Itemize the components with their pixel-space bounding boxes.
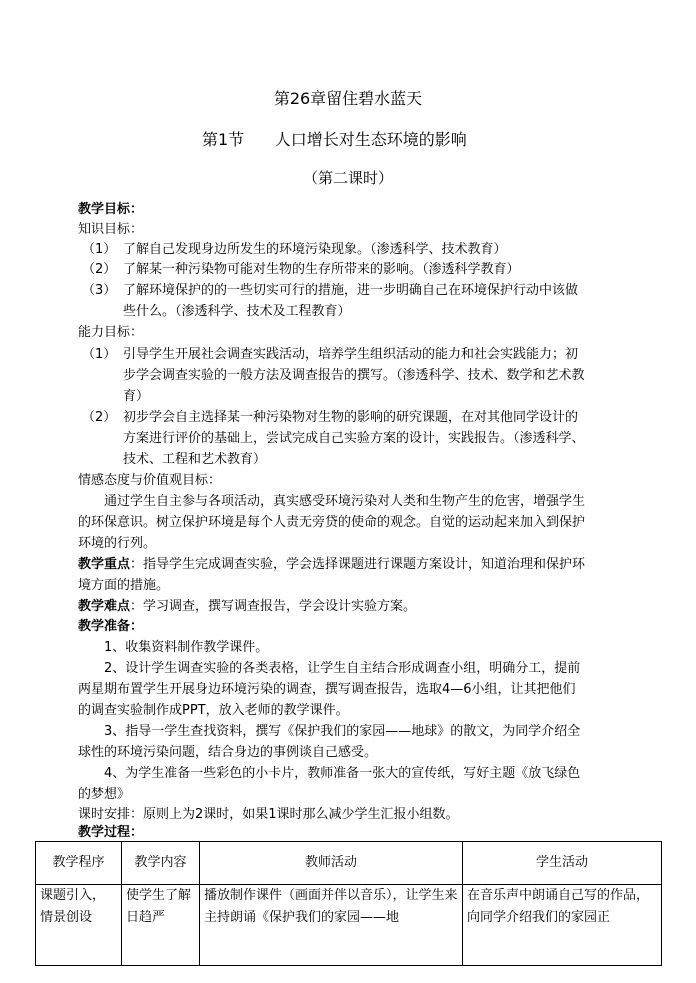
chapter-title: 第26章留住碧水蓝天 <box>273 89 423 108</box>
cell-program: 课题引入，情景创设 <box>36 885 122 966</box>
period-title: （第二课时） <box>302 169 393 187</box>
goals-heading: 教学目标： <box>78 202 144 217</box>
process-table <box>35 841 662 966</box>
preparation-label: 教学准备 <box>78 619 131 634</box>
ability-item-text: 引导学生开展社会调查实践活动，培养学生组织活动的能力和社会实践能力；初 <box>123 347 579 362</box>
preparation-item: 3、指导一学生查找资料，撰写《保护我们的家园——地球》的散文，为同学介绍全 <box>104 724 581 739</box>
difficulty-text: ：学习调查，撰写调查报告，学会设计实验方案。 <box>130 599 417 614</box>
knowledge-item-number: （1） <box>82 242 117 257</box>
preparation-colon: ： <box>130 619 144 634</box>
knowledge-item-text: 了解环境保护的的一些切实可行的措施，进一步明确自己在环境保护行动中该做 <box>123 283 579 298</box>
process-colon: ： <box>130 825 144 840</box>
emotion-label: 情感态度与价值观目标： <box>78 473 222 488</box>
preparation-item: 两星期布置学生开展身边环境污染的调查，撰写调查报告，选取4—6小组，让其把他们 <box>78 682 576 697</box>
header-content: 教学内容 <box>122 842 200 885</box>
preparation-heading <box>78 617 143 637</box>
key-points-label: 教学重点 <box>78 557 131 572</box>
preparation-item: 的梦想》 <box>78 787 131 802</box>
key-points-text: 境方面的措施。 <box>78 578 170 593</box>
ability-item-number: （2） <box>82 410 117 425</box>
process-label: 教学过程 <box>78 825 131 840</box>
ability-label: 能力目标： <box>78 325 144 340</box>
schedule: 课时安排：原则上为2课时，如果1课时那么减少学生汇报小组数。 <box>78 807 459 822</box>
ability-item-text: 育） <box>123 389 150 404</box>
process-heading <box>78 823 143 843</box>
cell-student: 在音乐声中朗诵自己写的作品，向同学介绍我们的家园正 <box>463 885 662 966</box>
preparation-item: 2、设计学生调查实验的各类表格，让学生自主结合形成调查小组，明确分工，提前 <box>104 661 581 676</box>
ability-item-text: 技术、工程和艺术教育） <box>123 452 267 467</box>
cell-content: 使学生了解日趋严 <box>122 885 200 966</box>
header-student: 学生活动 <box>463 842 662 885</box>
ability-item-text: 步学会调查实验的一般方法及调查报告的撰写。（渗透科学、技术、数学和艺术教 <box>123 368 585 383</box>
cell-teacher: 播放制作课件（画面并伴以音乐），让学生来主持朗诵《保护我们的家园——地 <box>200 885 463 966</box>
ability-item-text: 初步学会自主选择某一种污染物对生物的影响的研究课题，在对其他同学设计的 <box>123 410 579 425</box>
preparation-item: 1、收集资料制作教学课件。 <box>104 640 269 655</box>
knowledge-item-text: 了解自己发现身边所发生的环境污染现象。（渗透科学、技术教育） <box>123 242 507 257</box>
emotion-text: 的环保意识。树立保护环境是每个人责无旁贷的使命的观念。自觉的运动起来加入到保护 <box>78 515 586 530</box>
key-points-text: ：指导学生完成调查实验，学会选择课题进行课题方案设计，知道治理和保护环 <box>130 557 586 572</box>
table-header-row <box>36 842 662 885</box>
knowledge-label: 知识目标： <box>78 222 144 237</box>
ability-item-number: （1） <box>82 347 117 362</box>
header-teacher: 教师活动 <box>200 842 463 885</box>
header-program: 教学程序 <box>36 842 122 885</box>
emotion-text: 环境的行列。 <box>78 536 157 551</box>
preparation-item: 球性的环境污染问题，结合身边的事例谈自己感受。 <box>78 745 378 760</box>
table-row <box>36 885 662 966</box>
emotion-text: 通过学生自主参与各项活动，真实感受环境污染对人类和生物产生的危害，增强学生 <box>104 494 586 509</box>
key-points <box>78 555 585 575</box>
ability-item-text: 方案进行评价的基础上，尝试完成自己实验方案的设计，实践报告。（渗透科学、 <box>123 431 585 446</box>
knowledge-item-number: （2） <box>82 262 117 277</box>
preparation-item: 4、为学生准备一些彩色的小卡片，教师准备一张大的宣传纸，写好主题《放飞绿色 <box>104 766 581 781</box>
knowledge-item-number: （3） <box>82 283 117 298</box>
preparation-item: 的调查实验制作成PPT，放入老师的教学课件。 <box>78 703 349 718</box>
difficulty <box>78 597 416 617</box>
knowledge-item-text: 些什么。（渗透科学、技术及工程教育） <box>123 304 351 319</box>
difficulty-label: 教学难点 <box>78 599 131 614</box>
section-title: 第1节 人口增长对生态环境的影响 <box>202 130 467 149</box>
knowledge-item-text: 了解某一种污染物可能对生物的生存所带来的影响。（渗透科学教育） <box>123 262 520 277</box>
